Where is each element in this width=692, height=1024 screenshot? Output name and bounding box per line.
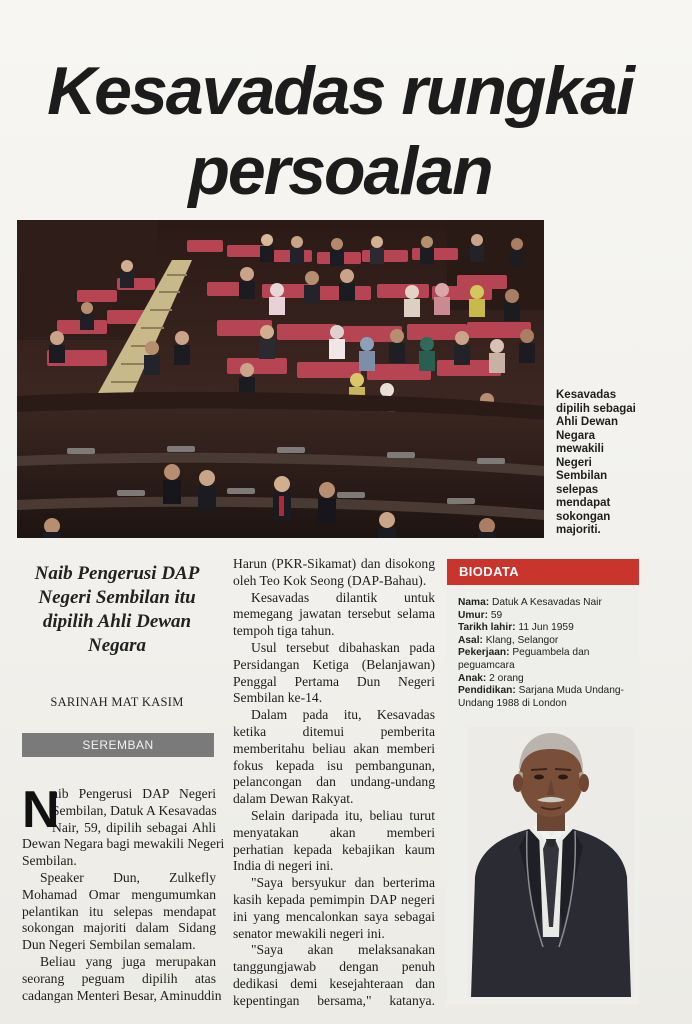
bio-item-age xyxy=(458,610,638,623)
body-line: sokongan majoriti dalam Sidang xyxy=(22,920,216,936)
body-line: Penggal Pertama Dun Negeri xyxy=(233,673,435,689)
body-line: Speaker Dun, Zulkefly xyxy=(40,869,216,885)
body-line: "Saya bersyukur dan berterima xyxy=(251,875,435,891)
parliament-hall-photo xyxy=(17,220,544,538)
caption-line: majoriti. xyxy=(556,524,601,536)
body-line: perhatian kepada kebajikan kaum xyxy=(233,841,435,857)
headline xyxy=(20,51,660,211)
bio-label: Nama: xyxy=(458,597,490,608)
bio-label: Anak: xyxy=(458,672,487,684)
body-line: ketika ditemui pemberita xyxy=(233,723,435,739)
deck-subheadline xyxy=(22,562,212,658)
bio-label: Umur: xyxy=(458,609,488,621)
bio-value: Datuk A Kesavadas Nair xyxy=(491,597,602,608)
bio-value: 11 Jun 1959 xyxy=(518,622,574,634)
article-column-1 xyxy=(22,781,225,1004)
body-line: Dalam pada itu, Kesavadas xyxy=(251,707,435,723)
body-line: Beliau yang juga merupakan xyxy=(40,953,216,969)
bio-value: 59 xyxy=(490,609,503,621)
body-line: Harun (PKR-Sikamat) dan disokong xyxy=(233,556,435,571)
portrait-illustration xyxy=(467,727,634,997)
body-line: dedikasi demi kesejahteraan dan xyxy=(233,975,435,991)
article-column-2 xyxy=(233,556,435,1010)
body-line: senator mewakili negeri ini. xyxy=(233,925,385,941)
bio-item-birthdate xyxy=(458,622,638,635)
photo-caption xyxy=(556,389,666,538)
body-line: Sembilan, Datuk A Kesavadas xyxy=(52,802,217,818)
caption-line: Ahli Dewan xyxy=(556,416,618,428)
deck-line: Naib Pengerusi DAP xyxy=(34,563,200,584)
body-line: Persidangan Ketiga (Belanjawan) xyxy=(233,656,435,672)
caption-line: Negara xyxy=(556,429,595,442)
body-line: pelancongan dan undang-undang xyxy=(233,774,435,790)
bio-label: Pekerjaan: xyxy=(458,647,510,659)
bio-value-continued: Undang 1988 di London xyxy=(458,697,567,709)
body-line: Dun Negeri Sembilan semalam. xyxy=(22,937,196,953)
body-line: menyatakan akan memberi xyxy=(233,824,435,840)
caption-line: selepas xyxy=(556,483,599,496)
byline: SARINAH MAT KASIM xyxy=(50,695,184,709)
body-line: pelantikan itu selepas mendapat xyxy=(22,903,216,919)
body-line: tanggungjawab dengan penuh xyxy=(233,959,435,975)
deck-line: Negara xyxy=(87,635,147,656)
body-line: oleh Teo Kok Seong (DAP-Bahau). xyxy=(233,572,427,588)
lead-paragraph xyxy=(22,781,217,839)
bio-item-children xyxy=(458,673,638,686)
parliament-hall-illustration xyxy=(17,220,544,538)
bio-item-education xyxy=(458,685,638,710)
bio-item-occupation xyxy=(458,647,638,672)
bio-item-name xyxy=(458,597,638,610)
caption-line: dipilih sebagai xyxy=(556,402,636,415)
headline-line-1: Kesavadas rungkai xyxy=(47,53,633,130)
body-line: Sembilan ke-14. xyxy=(233,690,323,706)
body-line: fokus kepada isu pembangunan, xyxy=(233,757,435,773)
drop-cap: N xyxy=(22,781,60,839)
bio-value: Sarjana Muda Undang- xyxy=(518,685,624,697)
body-line: Mohamad Omar mengumumkan xyxy=(22,886,216,902)
body-line: Sembilan. xyxy=(22,853,77,869)
body-line: Selain daripada itu, beliau turut xyxy=(251,807,435,823)
dateline-bar: SEREMBAN xyxy=(22,733,214,757)
headline-line-2: persoalan xyxy=(188,133,492,210)
bio-label: Tarikh lahir: xyxy=(458,622,516,634)
caption-line: Sembilan xyxy=(556,470,608,482)
bio-value: Peguambela dan xyxy=(512,647,590,659)
body-line: ini yang mencalonkan saya sebagai xyxy=(233,908,435,924)
caption-line: Kesavadas xyxy=(556,389,617,401)
body-line: cadangan Menteri Besar, Aminuddin xyxy=(22,987,222,1003)
caption-line: sokongan xyxy=(556,510,611,523)
body-line: dalam Dewan Rakyat. xyxy=(233,791,354,807)
caption-line: Negeri xyxy=(556,456,592,469)
bio-item-origin xyxy=(458,635,638,648)
body-line: Usul tersebut dibahaskan pada xyxy=(251,639,435,655)
portrait-photo xyxy=(467,727,634,997)
body-line: Nair, 59, dipilih sebagai Ahli xyxy=(52,819,216,835)
body-line: seorang peguam dipilih atas xyxy=(22,970,216,986)
body-line: aib Pengerusi DAP Negeri xyxy=(52,786,216,801)
bio-value: Klang, Selangor xyxy=(485,634,559,646)
bio-label: Pendidikan: xyxy=(458,685,516,697)
body-line: memberitahu beliau akan memberi xyxy=(233,740,435,756)
body-line: "Saya akan melaksanakan xyxy=(251,942,435,958)
body-line: Kesavadas dilantik untuk xyxy=(251,589,435,605)
bio-label: Asal: xyxy=(458,634,483,646)
caption-line: mewakili xyxy=(556,443,604,455)
deck-line: Negeri Sembilan itu xyxy=(38,587,196,608)
biodata-list xyxy=(458,597,638,710)
bio-value: 2 orang xyxy=(489,672,524,684)
body-line: kepentingan bersama," katanya. xyxy=(233,992,435,1008)
body-line: Dewan Negara bagi mewakili Negeri xyxy=(22,836,225,852)
caption-line: mendapat xyxy=(556,497,611,509)
biodata-header: BIODATA xyxy=(447,559,639,585)
body-line: memegang jawatan tersebut selama xyxy=(233,606,435,622)
bio-value-continued: peguamcara xyxy=(458,659,515,671)
body-line: kasih kepada pemimpin DAP negeri xyxy=(233,891,435,907)
body-line: India di negeri ini. xyxy=(233,858,334,874)
body-line: tempoh tiga tahun. xyxy=(233,623,335,639)
deck-line: dipilih Ahli Dewan xyxy=(42,611,192,632)
